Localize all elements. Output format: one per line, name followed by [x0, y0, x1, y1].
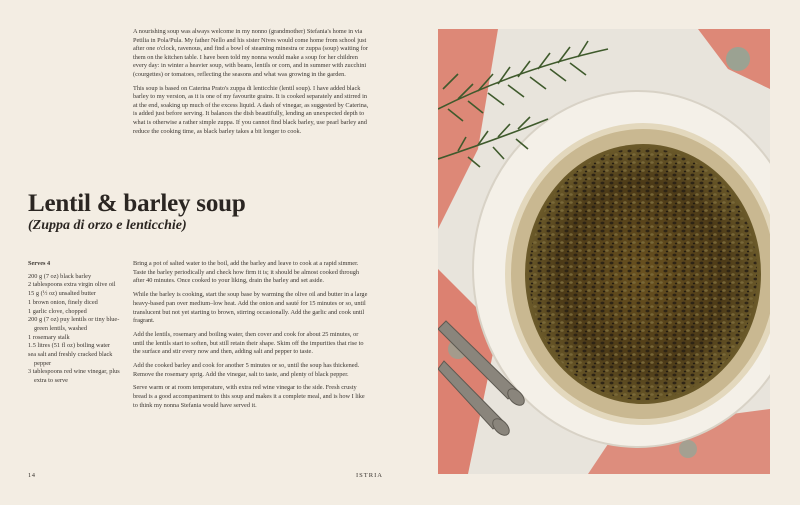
lentil-soup-photo	[438, 29, 770, 474]
ingredient-item: 200 g (7 oz) puy lentils or tiny blue-green lentils, washed	[28, 316, 120, 332]
method-step: Add the lentils, rosemary and boiling water, then cover and cook for about 25 minutes, or until the lentils start to soften, but still retain their shape. Skim off the impurities that rise to the surface and stir every now and then, adding salt and pepper to taste.	[133, 330, 364, 356]
ingredients-list	[28, 260, 128, 386]
serves-label: Serves 4	[28, 260, 51, 267]
intro-text	[133, 28, 371, 141]
ingredient-item: 1 garlic clove, chopped	[28, 307, 87, 315]
lentils	[529, 148, 757, 400]
ingredient-item: 1.5 litres (51 fl oz) boiling water	[28, 342, 111, 350]
section-name: ISTRIA	[356, 472, 383, 479]
ingredient-item: 3 tablespoons red wine vinegar, plus extra to serve	[28, 368, 120, 385]
ingredient-item: 1 rosemary stalk	[28, 333, 70, 341]
method-step: Serve warm or at room temperature, with extra red wine vinegar to the side. Fresh crusty bread is a good accompaniment to this soup and makes it a complete meal, and is how I like to think my nonna Stefania would have served it.	[133, 384, 365, 409]
method-step: Bring a pot of salted water to the boil, add the barley and leave to cook at a rapid simmer. Taste the barley periodically and check how firm it is; it should be almost cooked through after 40 minutes. Once cooked to your liking, drain the barley and set aside.	[133, 260, 360, 285]
ingredient-item: 15 g (½ oz) unsalted butter	[28, 290, 96, 298]
ingredient-item: sea salt and freshly cracked black pepper	[28, 351, 113, 367]
ingredient-item: 2 tablespoons extra virgin olive oil	[28, 281, 116, 289]
intro-paragraph-1: A nourishing soup was always welcome in my nonno (grandmother) Stefania's home in via Petilia in Pola/Pula. My father Nello and his sister Nives would come home from school just after one o'clock, ravenous, and find a bowl of steaming minestra or zuppa (soup) waiting for them on the kitchen table. I have been told my nonna would make a soup for her children every day: in winter a heavier soup, with beans, lentils or corn, and in summer with zucchini (courgettes) or tomatoes, reflecting the seasons and what was growing in the garden.	[133, 28, 368, 78]
ingredient-item: 1 brown onion, finely diced	[28, 298, 98, 306]
page-number: 14	[28, 472, 36, 479]
intro-paragraph-2: This soup is based on Caterina Prato's zuppa di lenticchie (lentil soup). I have added black barley to my version, as it is one of my favourite grains. It is cooked separately and stirred in at the end, soaking up much of the excess liquid. A dash of vinegar, as suggested by Caterina, is added just before serving. It balances the dish beautifully, lending an unexpected depth to what is otherwise a rather simple zuppa. If you cannot find black barley, use pearl barley and reduce the cooking time, as black barley takes a bit longer to cook.	[133, 84, 369, 135]
method-text	[133, 260, 371, 416]
recipe-title: Lentil & barley soup	[28, 190, 246, 217]
recipe-subtitle: (Zuppa di orzo e lenticchie)	[28, 218, 187, 233]
method-step: Add the cooked barley and cook for another 5 minutes or so, until the soup has thickened. Remove the rosemary sprig. Add the vinegar, salt to taste, and plenty of black pepper.	[133, 362, 360, 378]
method-step: While the barley is cooking, start the soup base by warming the olive oil and butter in a large heavy-based pan over medium–low heat. Add the onion and sauté for 15 minutes or so, until translucent but not yet starting to brown, stirring occasionally. Add the garlic and cook until fragrant.	[133, 291, 368, 325]
ingredient-item: 200 g (7 oz) black barley	[28, 272, 92, 280]
